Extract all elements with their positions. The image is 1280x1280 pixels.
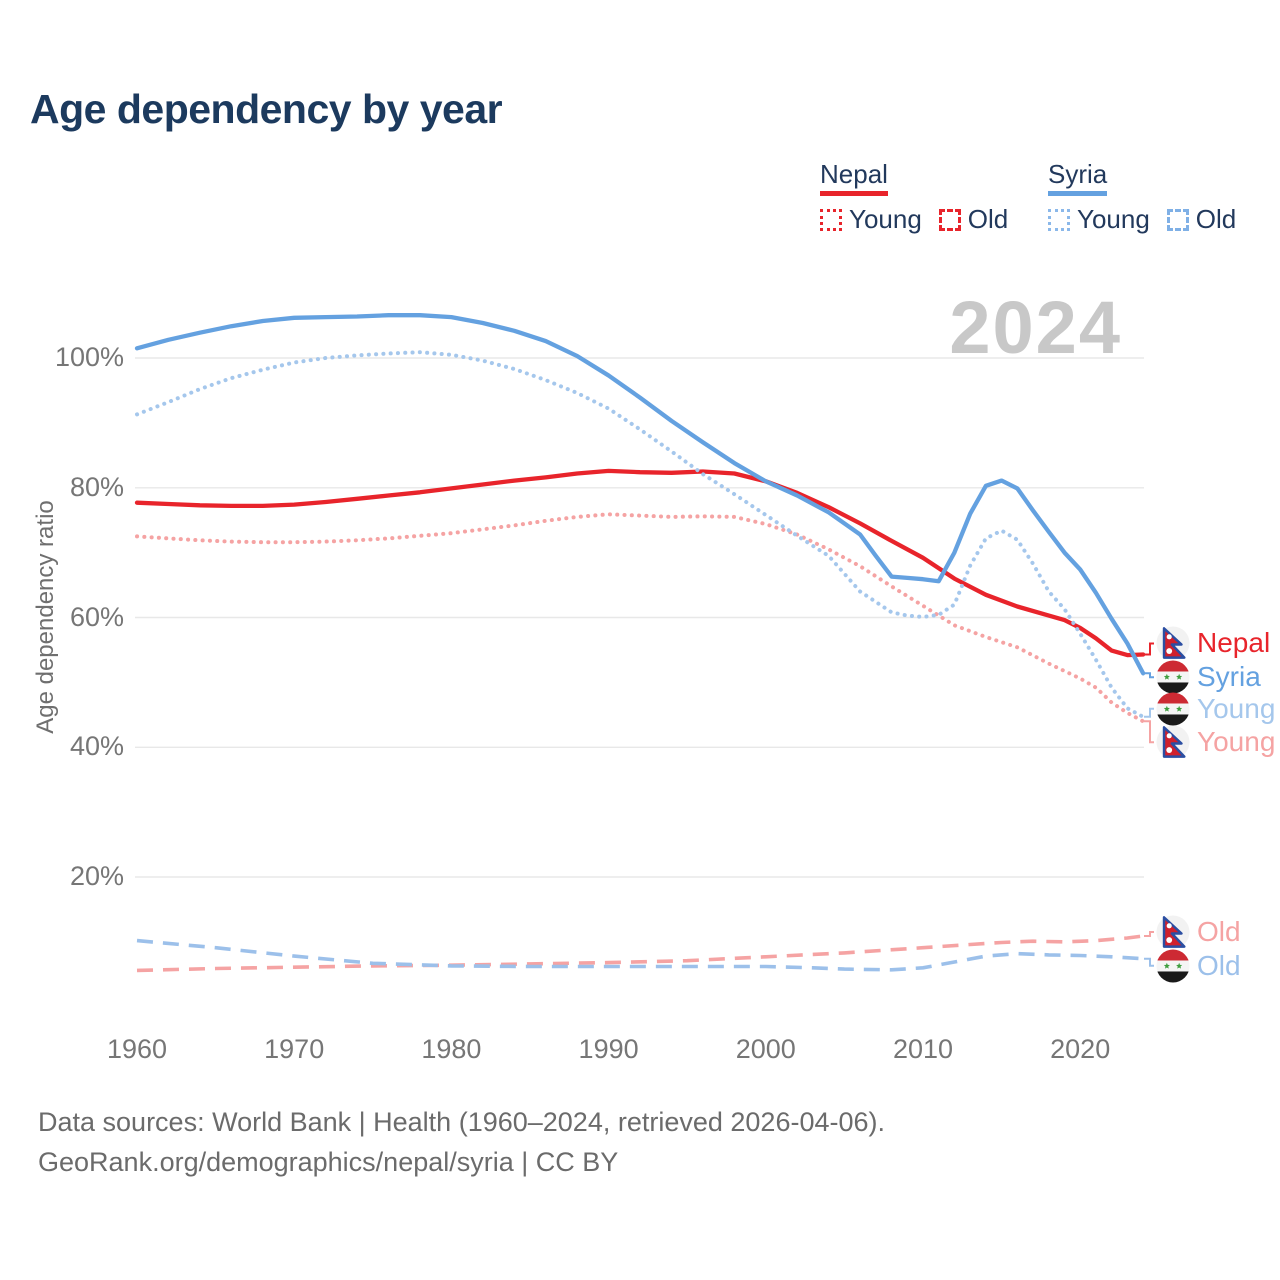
legend-syria-young-label: Young — [1077, 204, 1150, 235]
end-label-text: Old — [1197, 949, 1241, 981]
end-label-text: Young — [1197, 726, 1276, 758]
legend-nepal-old-label: Old — [967, 204, 1009, 235]
series-line-syria-old — [137, 941, 1143, 970]
syria-flag-icon — [1156, 949, 1190, 983]
series-line-nepal-total — [137, 471, 1143, 655]
y-tick-label: 40% — [69, 731, 124, 762]
leader-line-syria-total — [1144, 673, 1154, 677]
leader-line-nepal-young — [1144, 721, 1154, 742]
series-line-syria-total — [137, 315, 1143, 673]
syria-flag-icon — [1156, 660, 1190, 694]
y-tick-label: 60% — [69, 601, 124, 632]
legend-nepal-young-label: Young — [849, 204, 922, 235]
end-label-nepal-young — [1156, 724, 1275, 760]
end-label-text: Nepal — [1197, 627, 1271, 659]
footer — [38, 1102, 885, 1182]
legend-nepal-label: Nepal — [820, 161, 888, 196]
end-label-text: Young — [1197, 692, 1276, 724]
end-label-syria-old — [1156, 948, 1241, 984]
leader-line-nepal-total — [1144, 644, 1154, 655]
x-tick-label: 2010 — [892, 1034, 954, 1064]
x-tick-label: 1970 — [264, 1034, 325, 1064]
nepal-flag-icon — [1156, 915, 1190, 949]
y-tick-label: 20% — [69, 861, 124, 891]
page-title: Age dependency by year — [30, 86, 503, 132]
end-label-nepal-total — [1156, 625, 1270, 661]
footer-attribution-line: GeoRank.org/demographics/nepal/syria | CC BY — [38, 1147, 619, 1177]
end-label-text: Syria — [1197, 661, 1261, 693]
syria-flag-icon — [1156, 692, 1190, 726]
end-label-nepal-old — [1156, 914, 1241, 950]
leader-line-syria-young — [1144, 709, 1154, 717]
y-axis-title: Age dependency ratio — [32, 500, 59, 734]
y-tick-label: 100% — [54, 342, 124, 372]
x-tick-label: 1980 — [421, 1034, 482, 1064]
legend-syria-old-label: Old — [1195, 204, 1237, 235]
nepal-flag-icon — [1156, 626, 1190, 660]
series-line-syria-young — [137, 352, 1143, 717]
x-tick-label: 2000 — [735, 1034, 796, 1064]
leader-line-nepal-old — [1144, 932, 1154, 936]
x-tick-label: 1960 — [106, 1034, 168, 1064]
footer-sources-line: Data sources: World Bank | Health (1960–2024, retrieved 2026-04-06). — [38, 1107, 885, 1137]
watermark-year: 2024 — [949, 286, 1122, 369]
nepal-flag-icon — [1156, 725, 1190, 759]
legend-syria-label: Syria — [1048, 161, 1107, 196]
end-label-text: Old — [1197, 916, 1241, 948]
x-tick-label: 1990 — [578, 1034, 639, 1064]
x-tick-label: 2020 — [1050, 1034, 1111, 1064]
end-label-syria-young — [1156, 691, 1275, 727]
leader-line-syria-old — [1144, 959, 1154, 966]
y-tick-label: 80% — [69, 471, 124, 502]
